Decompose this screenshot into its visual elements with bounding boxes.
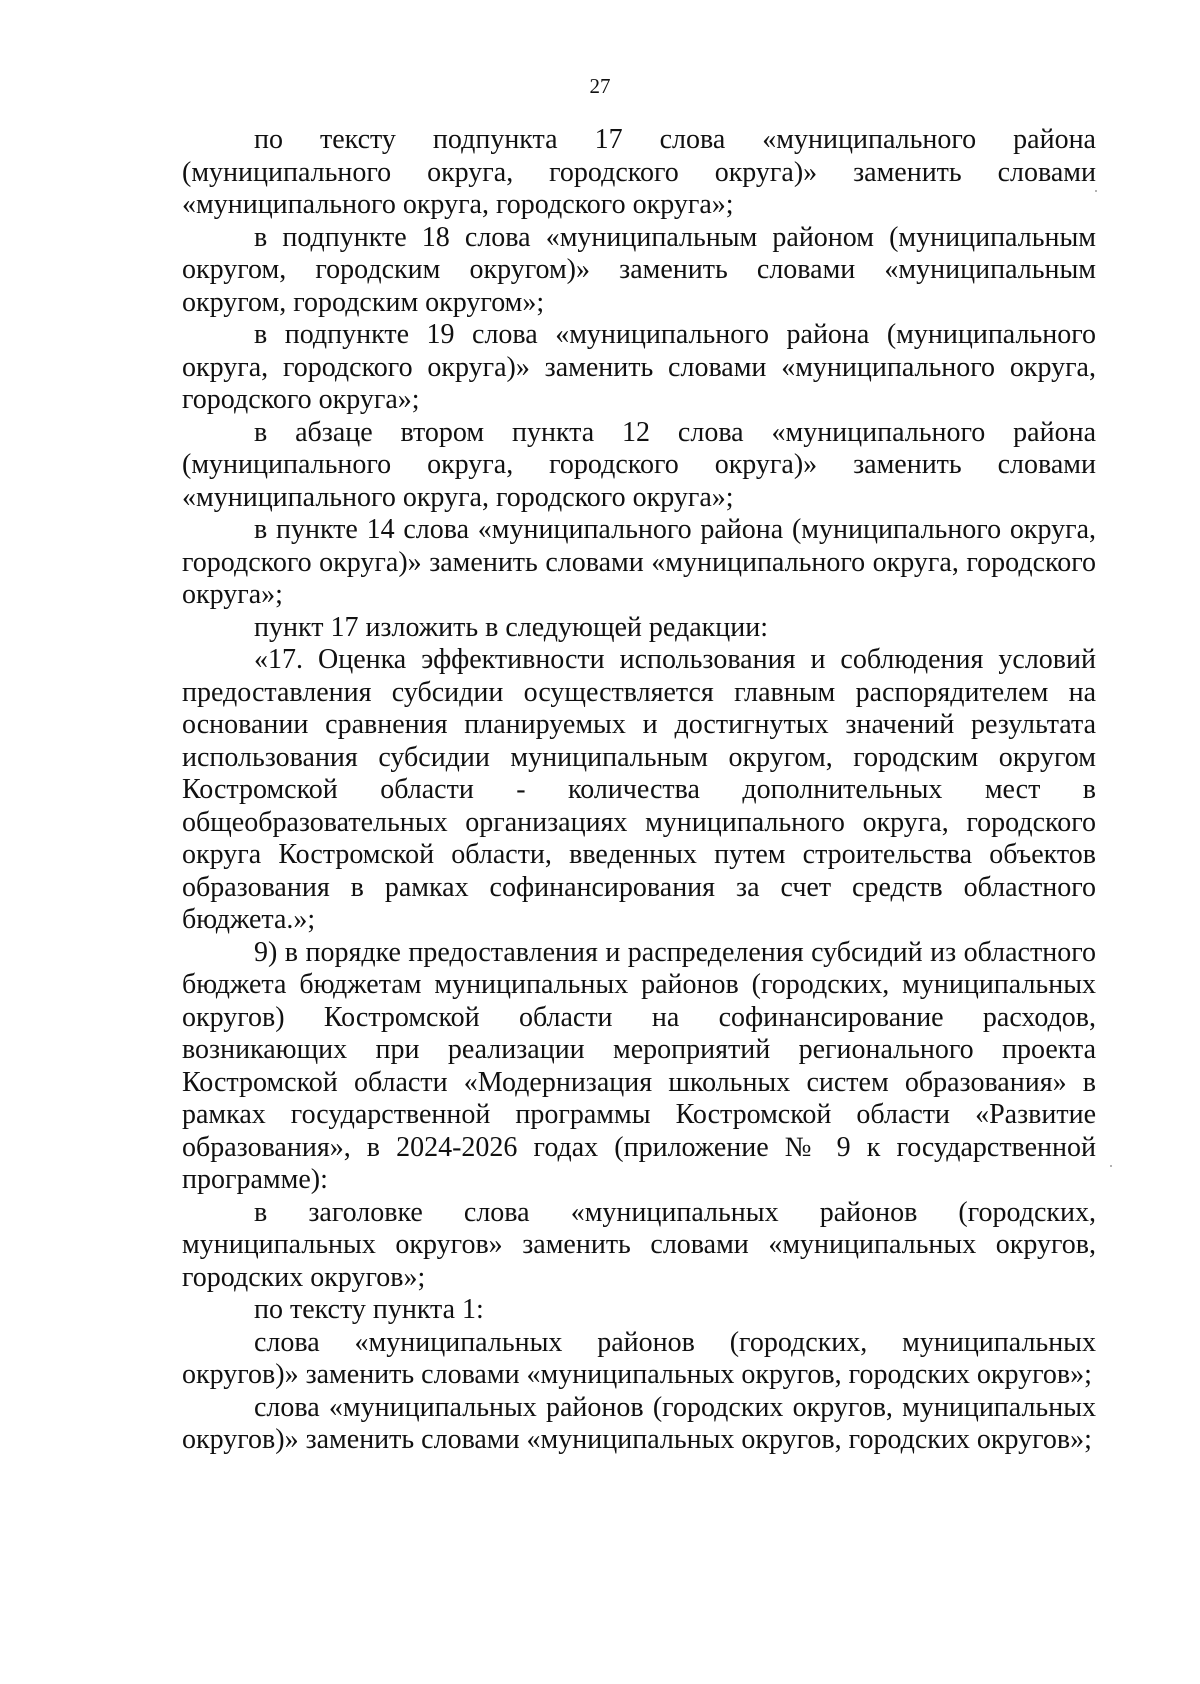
paragraph-item-17-text: «17. Оценка эффективности использования и соблюдения условий предоставления субсидии осуществляется главным распорядителем на основании сравнения планируемых и достигнутых значений результата использования субсидии муниципальным округом, городским округом Костромской области - количества дополнительных мест в общеобразовательных организациях муниципального округа, городского округа Костромской области, введенных путем строительства объектов образования в рамках софинансирования за счет средств областного бюджета.»;	[182, 644, 1096, 935]
paragraph-subitem-17: по тексту подпункта 17 слова «муниципального района (муниципального округа, городского округа)» заменить словами «муниципального округа, городского округа»;	[182, 124, 1096, 220]
scan-speck	[1110, 1165, 1112, 1167]
paragraph-item-1-second: слова «муниципальных районов (городских округов, муниципальных округов)» заменить словами «муниципальных округов, городских округов»;	[182, 1391, 1096, 1455]
page-number: 27	[589, 74, 611, 98]
paragraph-item-1-first: слова «муниципальных районов (городских, муниципальных округов)» заменить словами «муниципальных округов, городских округов»;	[182, 1326, 1096, 1390]
paragraph-title-change: в заголовке слова «муниципальных районов (городских, муниципальных округов» заменить словами «муниципальных округов, городских округов»;	[182, 1196, 1096, 1293]
paragraph-item-12: в абзаце втором пункта 12 слова «муниципального района (муниципального округа, городского округа)» заменить словами «муниципального округа, городского округа»;	[182, 416, 1096, 513]
document-body	[182, 124, 1096, 1457]
paragraph-subitem-19: в подпункте 19 слова «муниципального района (муниципального округа, городского округа)» заменить словами «муниципального округа, городского округа»;	[182, 319, 1096, 415]
paragraph-subitem-18: в подпункте 18 слова «муниципальным районом (муниципальным округом, городским округом)» заменить словами «муниципальным округом, городским округом»;	[182, 221, 1096, 318]
paragraph-section-9: 9) в порядке предоставления и распределения субсидий из областного бюджета бюджетам муниципальных районов (городских, муниципальных округов) Костромской области на софинансирование расходов, возникающих при реализации мероприятий регионального проекта Костромской области «Модернизация школьных систем образования» в рамках государственной программы Костромской области «Развитие образования», в 2024-2026 годах (приложение № 9 к государственной программе):	[182, 936, 1096, 1195]
paragraph-item-14: в пункте 14 слова «муниципального района (муниципального округа, городского округа)» заменить словами «муниципального округа, городского округа»;	[182, 514, 1096, 610]
scan-speck	[1095, 190, 1097, 192]
paragraph-item-1-intro: по тексту пункта 1:	[254, 1294, 484, 1325]
paragraph-item-17-intro: пункт 17 изложить в следующей редакции:	[254, 611, 768, 643]
